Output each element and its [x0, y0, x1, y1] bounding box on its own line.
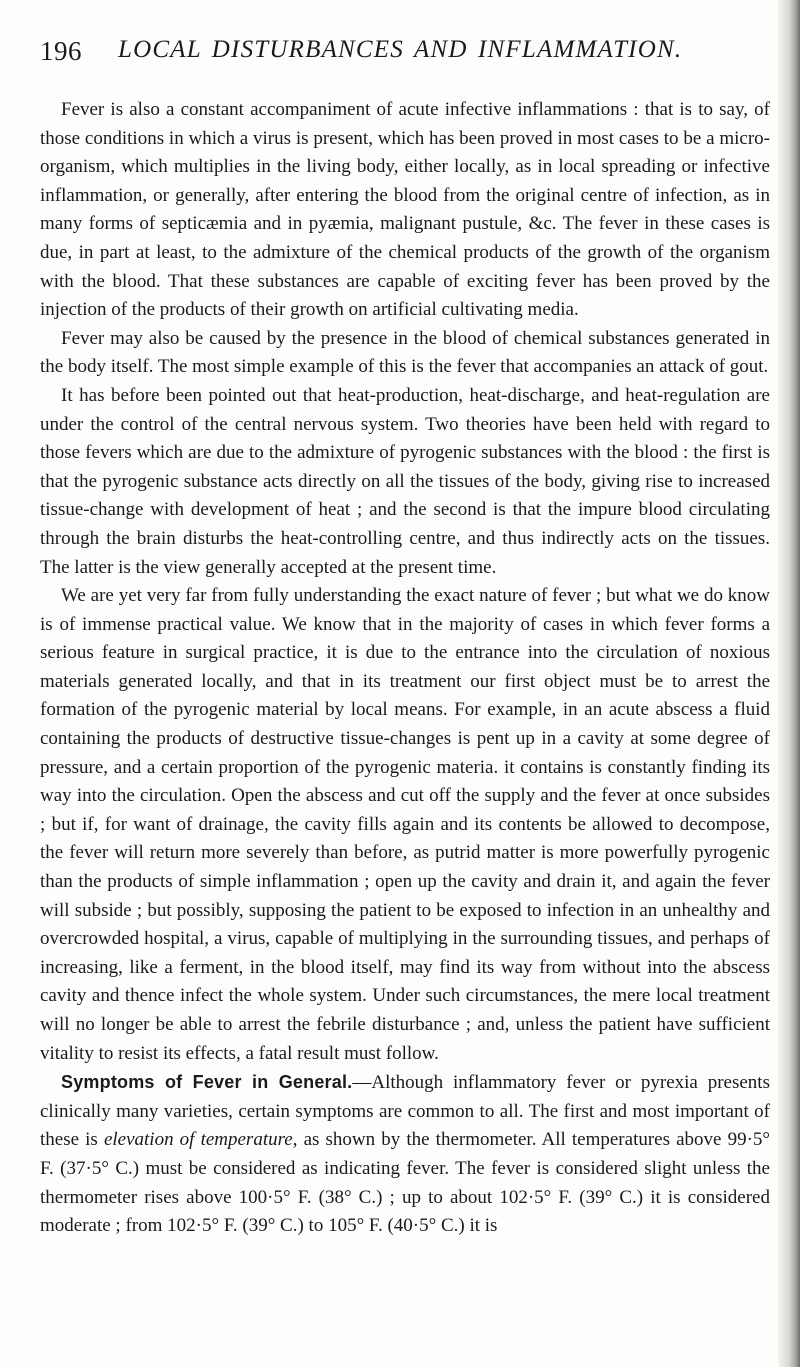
page-edge-shadow	[778, 0, 800, 1367]
symptoms-text-start: —Although inflammatory fever or pyrexia presents clinically many varieties, certain symptoms are common to all. The first and most important of these is	[40, 1072, 770, 1151]
symptoms-text-end: , as shown by the thermometer. All temperatures above 99·5° F. (37·5° C.) must be considered as indicating fever. The fever is considered slight unless the thermometer rises above 100·5° F. (38° C.) ; up to about 102·5° F. (39° C.) it is considered moderate ; from 102·5° F. (39° C.) to 105° F. (40·5° C.) it is	[40, 1129, 771, 1237]
paragraph-symptoms	[40, 1068, 770, 1241]
paragraph-practical-value: We are yet very far from fully understanding the exact nature of fever ; but what we do know is of immense practical value. We know that in the majority of cases in which fever forms a serious feature in surgical practice, it is due to the entrance into the circulation of noxious materials generated locally, and that in its treatment our first object must be to arrest the formation of the pyrogenic material by local means. For example, in an acute abscess a fluid containing the products of destructive tissue-changes is pent up in a cavity at some degree of pressure, and a certain proportion of the pyrogenic materia. it contains is constantly finding its way into the circulation. Open the abscess and cut off the supply and the fever at once subsides ; but if, for want of drainage, the cavity fills again and its contents be allowed to decompose, the fever will return more severely than before, as putrid matter is more powerfully pyrogenic than the products of simple inflammation ; open up the cavity and drain it, and again the fever will subside ; but possibly, supposing the patient to be exposed to infection in an unhealthy and overcrowded hospital, a virus, capable of multiplying in the surrounding tissues, and perhaps of increasing, like a ferment, in the blood itself, may find its way from without into the abscess cavity and thence infect the whole system. Under such circumstances, the mere local treatment will no longer be able to arrest the febrile disturbance ; and, unless the patient have sufficient vitality to resist its effects, a fatal result must follow.	[40, 585, 770, 1064]
paragraph-infective-fever: Fever is also a constant accompaniment of acute infective inflammations : that is to say, of those conditions in which a virus is present, which has been proved in most cases to be a micro-organism, which multiplies in the living body, either locally, as in local spreading or infective inflammation, or generally, after entering the blood from the original centre of infection, as in many forms of septicæmia and in pyæmia, malignant pustule, &c. The fever in these cases is due, in part at least, to the admixture of the chemical products of the growth of the organism with the blood. That these substances are capable of exciting fever has been proved by the injection of the products of their growth on artificial cultivating media.	[40, 99, 770, 321]
page-number: 196	[40, 36, 82, 66]
body-text	[40, 96, 770, 1241]
emphasized-phrase: elevation of temperature	[103, 1129, 293, 1151]
running-title: LOCAL DISTURBANCES AND INFLAMMATION.	[118, 36, 683, 63]
paragraph-chemical-substances: Fever may also be caused by the presence in the blood of chemical substances generated in the body itself. The most simple example of this is the fever that accompanies an attack of gout.	[40, 327, 770, 378]
section-heading: Symptoms of Fever in General.	[61, 1072, 353, 1093]
page-header	[40, 36, 780, 76]
paragraph-theories: It has before been pointed out that heat-production, heat-discharge, and heat-regulation are under the control of the central nervous system. Two theories have been held with regard to those fevers which are due to the admixture of pyrogenic substances with the blood : the first is that the pyrogenic substance acts directly on all the tissues of the body, giving rise to increased tissue-change with development of heat ; and the second is that the impure blood circulating through the brain disturbs the heat-controlling centre, and thus indirectly acts on the tissues. The latter is the view generally accepted at the present time.	[40, 384, 770, 578]
